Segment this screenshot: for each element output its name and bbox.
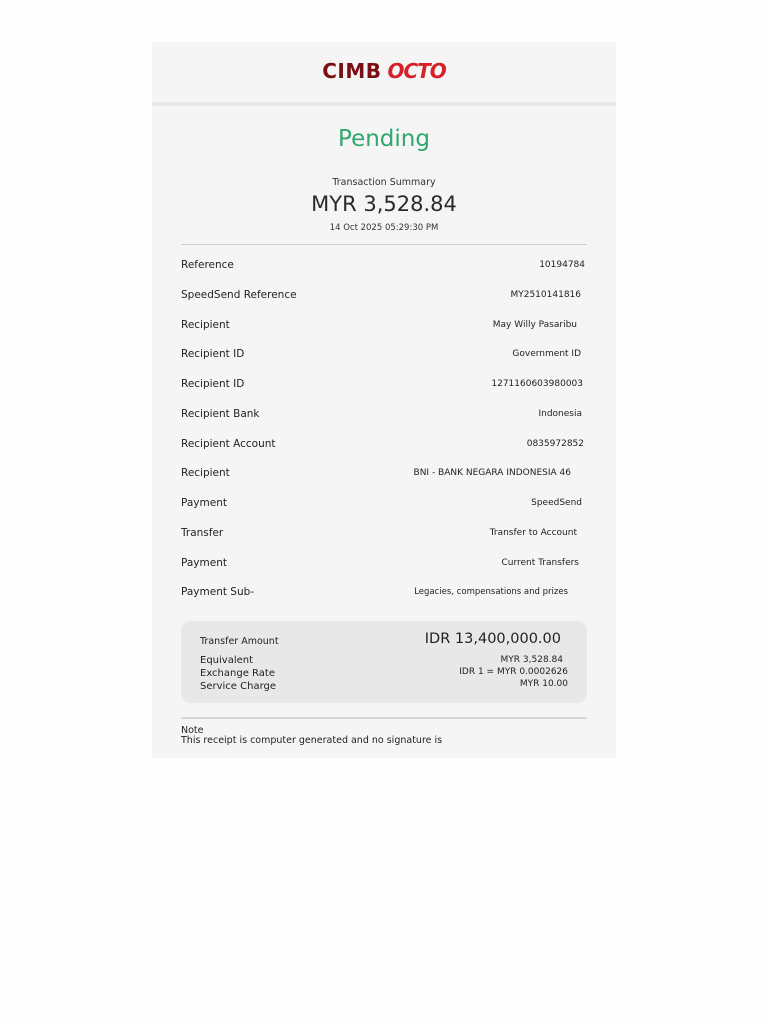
logo-cimb-text: CIMB: [322, 59, 382, 83]
detail-value: 1271160603980003: [491, 379, 583, 389]
detail-label: Recipient: [181, 319, 230, 331]
logo-octo-text: OCTO: [387, 59, 446, 83]
transaction-amount: MYR 3,528.84: [311, 192, 457, 216]
service-charge-label: Service Charge: [200, 681, 277, 692]
note-text: This receipt is computer generated and no signature is: [181, 735, 443, 746]
detail-row-payment-sub-purpose: [181, 586, 587, 606]
detail-row-recipient-id-number: [181, 378, 587, 398]
exchange-rate-label: Exchange Rate: [200, 668, 275, 679]
detail-row-transfer-type: [181, 527, 587, 547]
detail-value: 0835972852: [526, 439, 584, 449]
detail-label: Recipient ID: [181, 348, 245, 360]
cimb-octo-logo: [152, 59, 616, 83]
detail-value: Government ID: [512, 349, 581, 359]
equivalent-value: MYR 3,528.84: [500, 655, 563, 665]
detail-label: Payment: [181, 557, 227, 569]
detail-label: SpeedSend Reference: [181, 289, 297, 301]
detail-label: Transfer: [181, 527, 224, 539]
transaction-status: Pending: [338, 126, 430, 152]
transaction-datetime: 14 Oct 2025 05:29:30 PM: [329, 223, 439, 233]
receipt-header: [152, 42, 616, 106]
detail-value: MY2510141816: [510, 290, 581, 300]
service-charge-value: MYR 10.00: [519, 679, 568, 689]
detail-value: BNI - BANK NEGARA INDONESIA 46: [413, 468, 571, 478]
detail-row-speedsend-reference: [181, 289, 587, 309]
transfer-summary-box: [181, 621, 587, 703]
transfer-amount-value: IDR 13,400,000.00: [424, 631, 561, 647]
detail-value: Current Transfers: [501, 558, 579, 568]
exchange-rate-value: IDR 1 = MYR 0.0002626: [459, 667, 568, 677]
detail-value: 10194784: [539, 260, 585, 270]
detail-value: Transfer to Account: [489, 528, 577, 538]
detail-row-recipient-id-type: [181, 348, 587, 368]
detail-value: May Willy Pasaribu: [492, 320, 577, 330]
detail-value: Indonesia: [538, 409, 582, 419]
detail-row-payment-purpose: [181, 557, 587, 577]
detail-label: Payment: [181, 497, 227, 509]
divider: [181, 244, 587, 245]
receipt-card: [152, 42, 616, 758]
detail-label: Recipient Bank: [181, 408, 260, 420]
detail-row-recipient-bank: [181, 408, 587, 428]
detail-row-recipient-account: [181, 438, 587, 458]
transfer-amount-label: Transfer Amount: [200, 636, 279, 647]
divider: [181, 717, 587, 719]
detail-value: Legacies, compensations and prizes: [414, 587, 568, 597]
detail-row-reference: [181, 259, 587, 279]
detail-label: Recipient ID: [181, 378, 245, 390]
detail-row-recipient: [181, 319, 587, 339]
detail-label: Recipient: [181, 467, 230, 479]
detail-label: Payment Sub-: [181, 586, 255, 598]
detail-value: SpeedSend: [531, 498, 582, 508]
detail-row-payment-method: [181, 497, 587, 517]
detail-label: Recipient Account: [181, 438, 276, 450]
equivalent-label: Equivalent: [200, 655, 254, 666]
summary-label: Transaction Summary: [332, 177, 436, 188]
detail-row-recipient-bank-name: [181, 467, 587, 487]
note-label: Note: [181, 725, 204, 736]
detail-label: Reference: [181, 259, 234, 271]
